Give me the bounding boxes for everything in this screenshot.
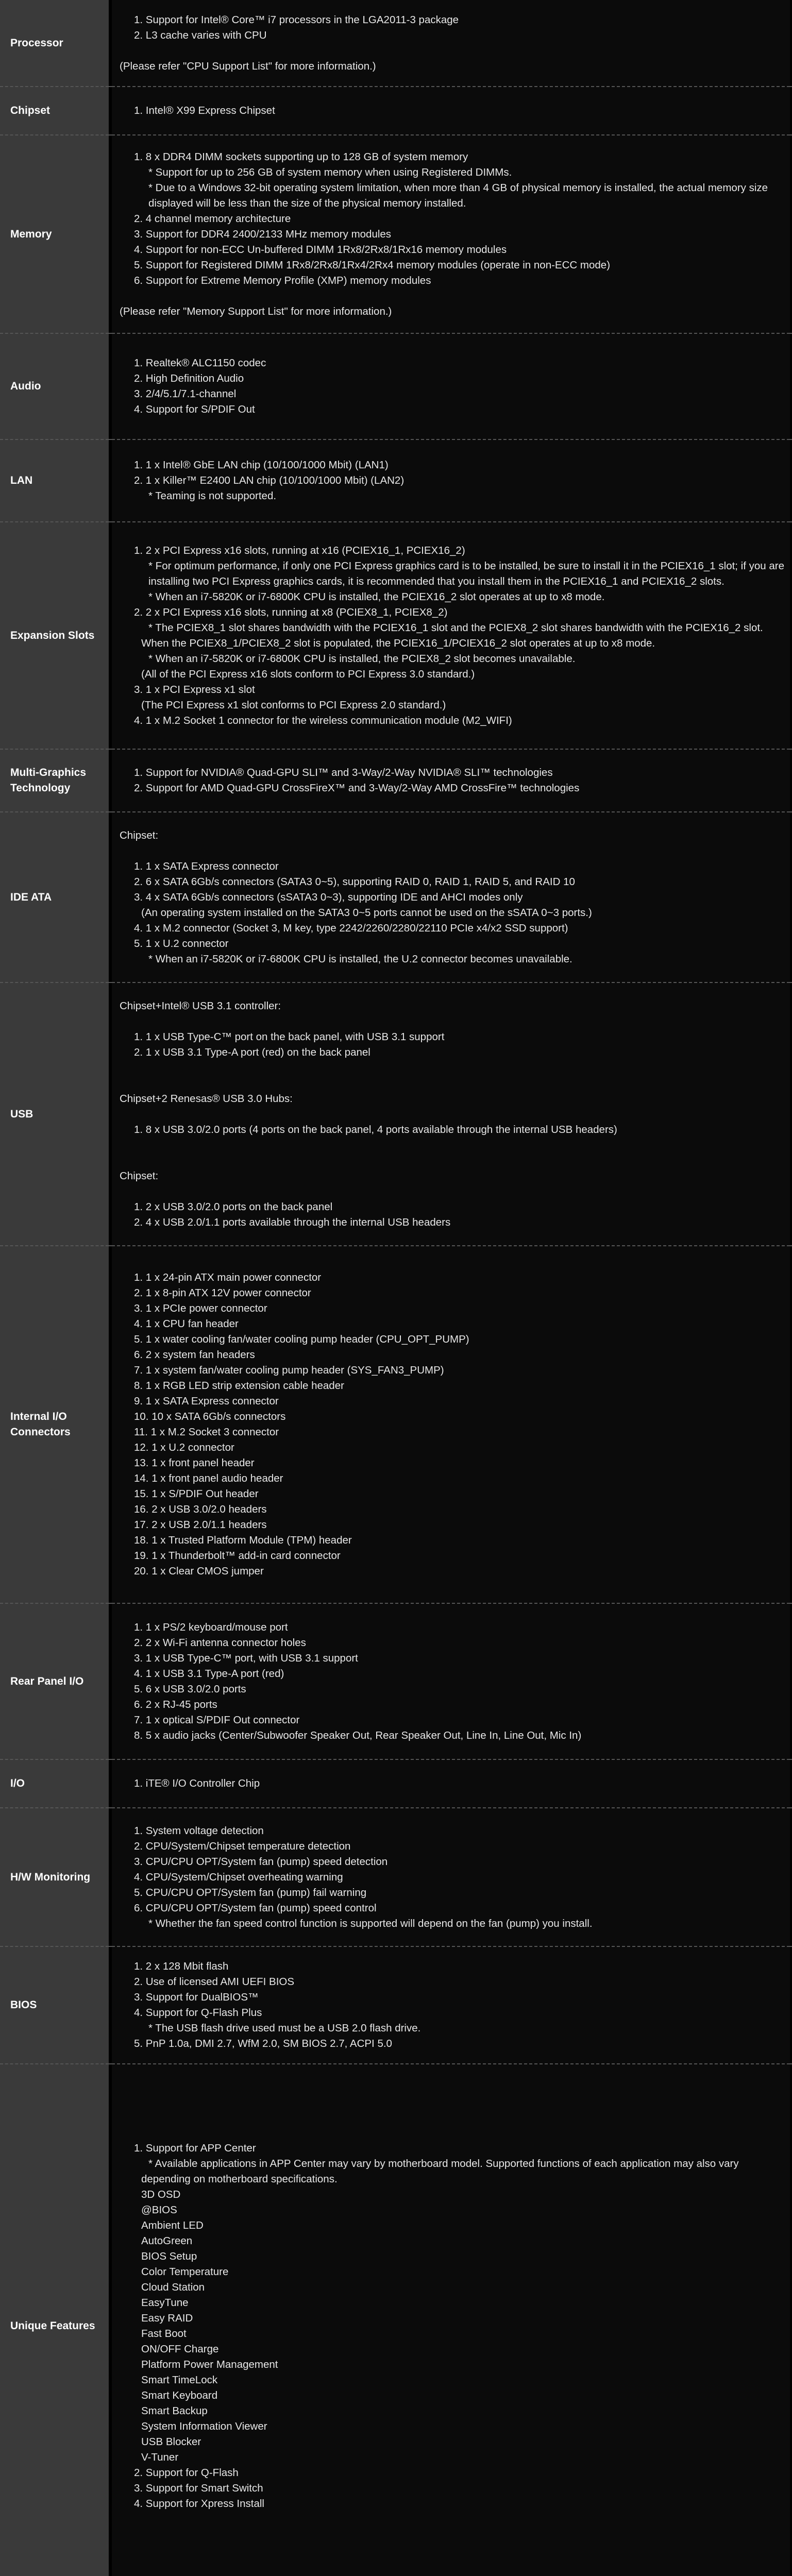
spec-row — [0, 2064, 792, 2576]
spec-line: 3. 1 x PCI Express x1 slot — [134, 683, 255, 696]
spec-label: Chipset — [0, 87, 109, 135]
spec-line: 1. System voltage detection — [134, 1824, 264, 1837]
spec-value — [112, 1808, 790, 1946]
spec-line: Cloud Station — [141, 2281, 205, 2293]
table-edge — [790, 135, 792, 333]
spacer — [120, 1076, 790, 1091]
spec-line: 2. 4 x USB 2.0/1.1 ports available through the internal USB headers — [134, 1216, 451, 1228]
spec-line: 1. Intel® X99 Express Chipset — [134, 105, 275, 116]
spec-line: * Teaming is not supported. — [148, 490, 277, 502]
spec-label: USB — [0, 982, 109, 1246]
spec-label: Memory — [0, 135, 109, 333]
spec-label: Rear Panel I/O — [0, 1603, 109, 1759]
spec-line: Color Temperature — [141, 2265, 229, 2278]
spec-line: 3. Support for Smart Switch — [134, 2482, 263, 2494]
spec-line: 20. 1 x Clear CMOS jumper — [134, 1565, 264, 1577]
spec-label: BIOS — [0, 1946, 109, 2064]
spec-label: I/O — [0, 1759, 109, 1808]
spec-row — [0, 522, 792, 749]
spec-line: depending on motherboard specifications. — [141, 2173, 338, 2185]
spec-line: installing two PCI Express graphics cards, it is recommended that you install them in the PCIEX16_1 and PCIEX16_2 slots. — [148, 575, 724, 587]
spec-line: 4. 1 x M.2 connector (Socket 3, M key, type 2242/2260/2280/22110 PCIe x4/x2 SSD support) — [134, 922, 568, 934]
table-edge — [790, 812, 792, 982]
spec-line: 16. 2 x USB 3.0/2.0 headers — [134, 1503, 267, 1515]
spec-line: 1. 1 x 24-pin ATX main power connector — [134, 1272, 322, 1283]
spec-line: 5. PnP 1.0a, DMI 2.7, WfM 2.0, SM BIOS 2.7, ACPI 5.0 — [134, 2038, 392, 2049]
spec-line: 5. 1 x U.2 connector — [134, 937, 229, 950]
spec-line: 7. 1 x system fan/water cooling pump header (SYS_FAN3_PUMP) — [134, 1364, 444, 1376]
spec-row — [0, 982, 792, 1246]
spec-line: 2. Use of licensed AMI UEFI BIOS — [134, 1976, 295, 1988]
spec-line: * Whether the fan speed control function is supported will depend on the fan (pump) you install. — [148, 1917, 593, 1929]
spec-line: 4. 1 x M.2 Socket 1 connector for the wireless communication module (M2_WIFI) — [134, 714, 512, 726]
spec-line: 1. 1 x SATA Express connector — [134, 860, 279, 872]
spec-value — [112, 1946, 790, 2064]
spec-line: 3. 2/4/5.1/7.1-channel — [134, 388, 237, 400]
spec-line: * When an i7-5820K or i7-6800K CPU is installed, the PCIEX16_2 slot operates at up to x8 mode. — [148, 590, 605, 603]
spec-line: * The USB flash drive used must be a USB 2.0 flash drive. — [148, 2022, 421, 2034]
table-edge — [790, 333, 792, 439]
spec-value — [112, 333, 790, 439]
spec-line: 15. 1 x S/PDIF Out header — [134, 1488, 259, 1500]
spacer — [120, 1014, 790, 1029]
spec-line: USB Blocker — [141, 2435, 201, 2448]
spec-line: 13. 1 x front panel header — [134, 1457, 255, 1469]
spec-line: 2. 1 x Killer™ E2400 LAN chip (10/100/1000 Mbit) (LAN2) — [134, 474, 405, 486]
spec-line: * For optimum performance, if only one PCI Express graphics card is to be installed, be sure to install it in the PCIEX16_1 slot; if you are — [148, 560, 785, 572]
spec-line: Chipset+Intel® USB 3.1 controller: — [120, 999, 281, 1012]
spec-line: 4. Support for Q-Flash Plus — [134, 2007, 262, 2019]
spec-line: 6. 2 x system fan headers — [134, 1349, 255, 1361]
table-edge — [790, 749, 792, 812]
spec-line: 1. Support for APP Center — [134, 2142, 256, 2154]
spec-line: Chipset+2 Renesas® USB 3.0 Hubs: — [120, 1092, 293, 1105]
spec-line: 1. 8 x DDR4 DIMM sockets supporting up to 128 GB of system memory — [134, 150, 468, 163]
spec-line: 2. Support for AMD Quad-GPU CrossFireX™ and 3-Way/2-Way AMD CrossFire™ technologies — [134, 782, 580, 794]
spec-line: @BIOS — [141, 2204, 177, 2216]
spec-line: 3. Support for DDR4 2400/2133 MHz memory modules — [134, 228, 392, 240]
table-edge — [790, 0, 792, 87]
spec-line: (An operating system installed on the SATA3 0~5 ports cannot be used on the sSATA 0~3 ports.) — [141, 906, 592, 919]
spec-line: V-Tuner — [141, 2451, 179, 2463]
table-edge — [790, 1808, 792, 1946]
spec-line: Easy RAID — [141, 2312, 193, 2324]
spec-label: LAN — [0, 439, 109, 522]
spec-line: 18. 1 x Trusted Platform Module (TPM) header — [134, 1534, 352, 1546]
spec-line: 4. 1 x CPU fan header — [134, 1318, 239, 1330]
spec-label: Expansion Slots — [0, 522, 109, 749]
spec-row — [0, 135, 792, 333]
spacer — [120, 1138, 790, 1153]
spec-value — [112, 522, 790, 749]
spec-label: Unique Features — [0, 2064, 109, 2576]
spec-value — [112, 2064, 790, 2576]
spec-line: (All of the PCI Express x16 slots conform to PCI Express 3.0 standard.) — [141, 668, 475, 680]
spec-line: 5. 1 x water cooling fan/water cooling pump header (CPU_OPT_PUMP) — [134, 1333, 469, 1345]
spec-line: 2. L3 cache varies with CPU — [134, 29, 267, 41]
table-edge — [790, 87, 792, 135]
spec-line: * Due to a Windows 32-bit operating system limitation, when more than 4 GB of physical memory is installed, the actual memory size — [148, 181, 768, 194]
spec-line: 1. 8 x USB 3.0/2.0 ports (4 ports on the back panel, 4 ports available through the internal USB headers) — [134, 1123, 617, 1136]
spec-line: 6. CPU/CPU OPT/System fan (pump) speed control — [134, 1902, 377, 1914]
spec-line: 6. Support for Extreme Memory Profile (XMP) memory modules — [134, 274, 431, 286]
spec-line: * When an i7-5820K or i7-6800K CPU is installed, the PCIEX8_2 slot becomes unavailable. — [148, 652, 576, 665]
table-edge — [790, 1246, 792, 1603]
spec-row — [0, 333, 792, 439]
table-edge — [790, 1603, 792, 1759]
spec-value — [112, 0, 790, 87]
spec-line: 1. 2 x USB 3.0/2.0 ports on the back panel — [134, 1200, 333, 1213]
spacer — [120, 1153, 790, 1168]
spec-row — [0, 812, 792, 982]
spec-line: 3D OSD — [141, 2188, 181, 2200]
spec-value — [112, 1246, 790, 1603]
spec-line: 8. 5 x audio jacks (Center/Subwoofer Speaker Out, Rear Speaker Out, Line In, Line Out, Mic In) — [134, 1729, 582, 1741]
spec-line: 1. Support for NVIDIA® Quad-GPU SLI™ and 3-Way/2-Way NVIDIA® SLI™ technologies — [134, 767, 553, 778]
spec-line: 17. 2 x USB 2.0/1.1 headers — [134, 1519, 267, 1531]
spec-line: 1. 1 x USB Type-C™ port on the back panel, with USB 3.1 support — [134, 1030, 445, 1043]
spec-line: 12. 1 x U.2 connector — [134, 1442, 234, 1453]
spec-line: Smart TimeLock — [141, 2374, 218, 2386]
spacer — [120, 1060, 790, 1076]
spec-row — [0, 1808, 792, 1946]
spec-line: 2. 1 x USB 3.1 Type-A port (red) on the back panel — [134, 1046, 370, 1058]
spec-line: * When an i7-5820K or i7-6800K CPU is installed, the U.2 connector becomes unavailable. — [148, 953, 572, 965]
spacer — [120, 289, 790, 304]
spec-row — [0, 1759, 792, 1808]
spec-line: Smart Backup — [141, 2404, 208, 2417]
spec-row — [0, 1946, 792, 2064]
spec-label: Audio — [0, 333, 109, 439]
spec-value — [112, 812, 790, 982]
spec-line: 1. 1 x PS/2 keyboard/mouse port — [134, 1621, 288, 1633]
spec-line: Fast Boot — [141, 2327, 187, 2340]
spec-row — [0, 1603, 792, 1759]
spec-line: * Support for up to 256 GB of system memory when using Registered DIMMs. — [148, 166, 512, 178]
spec-label: Processor — [0, 0, 109, 87]
spec-value — [112, 87, 790, 135]
spec-label: Multi-Graphics Technology — [0, 749, 109, 812]
spacer — [120, 843, 790, 859]
spec-row — [0, 1246, 792, 1603]
spec-line: 5. Support for Registered DIMM 1Rx8/2Rx8/1Rx4/2Rx4 memory modules (operate in non-ECC mode) — [134, 259, 611, 271]
spec-line: 1. 2 x 128 Mbit flash — [134, 1960, 229, 1972]
spec-line: 10. 10 x SATA 6Gb/s connectors — [134, 1411, 286, 1422]
spec-line: 2. High Definition Audio — [134, 372, 244, 384]
spec-line: (The PCI Express x1 slot conforms to PCI Express 2.0 standard.) — [141, 699, 446, 711]
spec-line: 4. Support for S/PDIF Out — [134, 403, 255, 415]
spec-line: 2. 1 x 8-pin ATX 12V power connector — [134, 1287, 311, 1299]
spec-line: 8. 1 x RGB LED strip extension cable header — [134, 1380, 344, 1392]
spec-line: 4. 1 x USB 3.1 Type-A port (red) — [134, 1667, 284, 1680]
table-edge — [790, 439, 792, 522]
spec-line: 9. 1 x SATA Express connector — [134, 1395, 279, 1407]
spec-line: 19. 1 x Thunderbolt™ add-in card connector — [134, 1550, 341, 1562]
spec-line: 4. Support for Xpress Install — [134, 2497, 264, 2510]
spec-row — [0, 87, 792, 135]
spec-line: AutoGreen — [141, 2234, 193, 2247]
spec-line: 1. Support for Intel® Core™ i7 processors in the LGA2011-3 package — [134, 13, 459, 26]
spec-line: System Information Viewer — [141, 2420, 267, 2432]
spec-row — [0, 439, 792, 522]
spec-line: 11. 1 x M.2 Socket 3 connector — [134, 1426, 279, 1438]
spec-line: 1. iTE® I/O Controller Chip — [134, 1777, 260, 1789]
spec-line: (Please refer "Memory Support List" for more information.) — [120, 305, 392, 317]
spec-line: 3. Support for DualBIOS™ — [134, 1991, 259, 2003]
spacer — [120, 1107, 790, 1122]
spec-value — [112, 749, 790, 812]
table-edge — [790, 2064, 792, 2576]
spec-line: 4. CPU/System/Chipset overheating warning — [134, 1871, 343, 1883]
spec-value — [112, 982, 790, 1246]
spec-line: Platform Power Management — [141, 2358, 278, 2370]
spec-line: Chipset: — [120, 1170, 159, 1182]
spec-line: 3. CPU/CPU OPT/System fan (pump) speed detection — [134, 1855, 388, 1868]
spec-line: 3. 1 x USB Type-C™ port, with USB 3.1 support — [134, 1652, 358, 1664]
spec-line: 4. Support for non-ECC Un-buffered DIMM 1Rx8/2Rx8/1Rx16 memory modules — [134, 243, 507, 256]
spec-line: When the PCIEX8_1/PCIEX8_2 slot is populated, the PCIEX16_1/PCIEX16_2 slot operates at up to x8 mode. — [141, 637, 655, 649]
table-edge — [790, 1759, 792, 1808]
spec-row — [0, 0, 792, 87]
spec-line: Chipset: — [120, 829, 159, 841]
spec-label: Internal I/O Connectors — [0, 1246, 109, 1603]
spacer — [120, 43, 790, 59]
spec-line: Ambient LED — [141, 2219, 204, 2231]
spec-line: 2. 6 x SATA 6Gb/s connectors (SATA3 0~5), supporting RAID 0, RAID 1, RAID 5, and RAID 10 — [134, 875, 575, 888]
spec-line: BIOS Setup — [141, 2250, 197, 2262]
table-edge — [790, 522, 792, 749]
spec-value — [112, 135, 790, 333]
spec-line: 1. 1 x Intel® GbE LAN chip (10/100/1000 Mbit) (LAN1) — [134, 459, 389, 471]
spec-label: H/W Monitoring — [0, 1808, 109, 1946]
spec-line: 3. 1 x PCIe power connector — [134, 1302, 267, 1314]
spec-label: IDE ATA — [0, 812, 109, 982]
table-edge — [790, 982, 792, 1246]
spec-line: 1. Realtek® ALC1150 codec — [134, 357, 266, 369]
spec-line: 3. 4 x SATA 6Gb/s connectors (sSATA3 0~3), supporting IDE and AHCI modes only — [134, 891, 523, 903]
table-edge — [790, 1946, 792, 2064]
spec-line: displayed will be less than the size of the physical memory installed. — [148, 197, 466, 209]
spec-line: 6. 2 x RJ-45 ports — [134, 1698, 217, 1710]
spacer — [120, 1184, 790, 1199]
spec-line: 2. 4 channel memory architecture — [134, 212, 291, 225]
spec-line: 2. CPU/System/Chipset temperature detection — [134, 1840, 351, 1852]
spec-line: 2. Support for Q-Flash — [134, 2466, 239, 2479]
spec-line: 2. 2 x PCI Express x16 slots, running at x8 (PCIEX8_1, PCIEX8_2) — [134, 606, 448, 618]
spec-line: * The PCIEX8_1 slot shares bandwidth with the PCIEX16_1 slot and the PCIEX8_2 slot shares bandwidth with the PCIEX16_2 slot. — [148, 621, 763, 634]
spec-line: 5. CPU/CPU OPT/System fan (pump) fail warning — [134, 1886, 367, 1899]
spec-line: 7. 1 x optical S/PDIF Out connector — [134, 1714, 300, 1726]
spec-row — [0, 749, 792, 812]
spec-line: * Available applications in APP Center may vary by motherboard model. Supported functions of each application may also vary — [148, 2157, 739, 2170]
spec-line: ON/OFF Charge — [141, 2343, 219, 2355]
spec-line: (Please refer "CPU Support List" for more information.) — [120, 60, 376, 72]
spec-value — [112, 439, 790, 522]
spec-line: 5. 6 x USB 3.0/2.0 ports — [134, 1683, 246, 1695]
spec-line: Smart Keyboard — [141, 2389, 218, 2401]
spec-line: 1. 2 x PCI Express x16 slots, running at x16 (PCIEX16_1, PCIEX16_2) — [134, 544, 465, 556]
spec-value — [112, 1759, 790, 1808]
spec-line: EasyTune — [141, 2296, 189, 2309]
spec-value — [112, 1603, 790, 1759]
spec-line: 2. 2 x Wi-Fi antenna connector holes — [134, 1636, 306, 1649]
spec-line: 14. 1 x front panel audio header — [134, 1472, 283, 1484]
